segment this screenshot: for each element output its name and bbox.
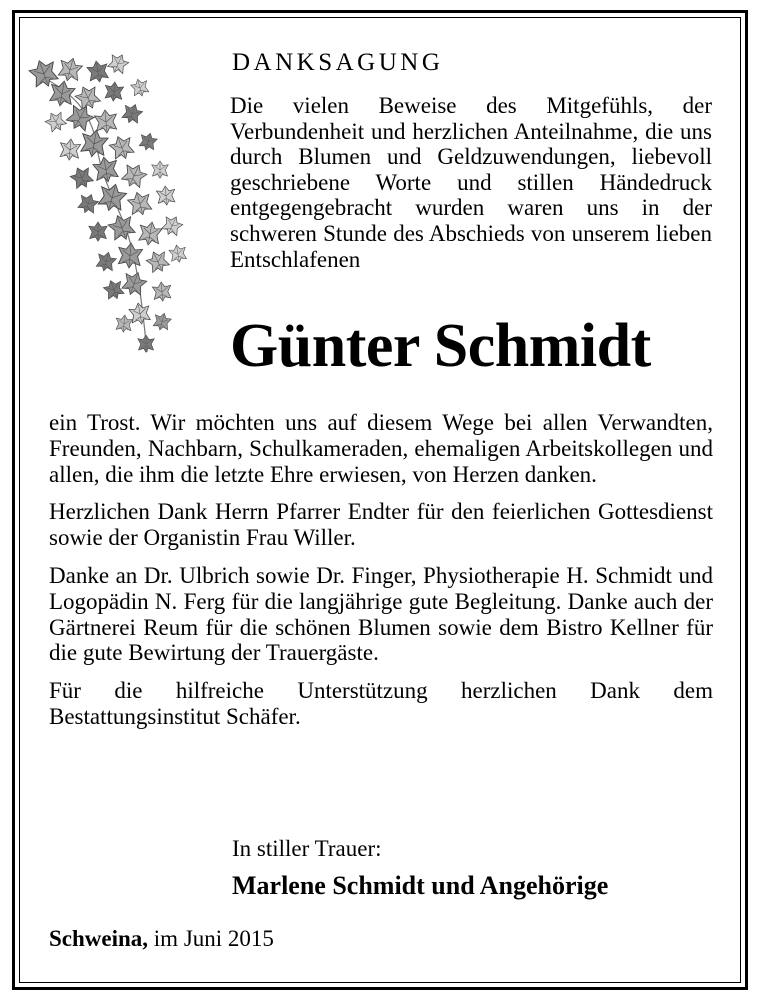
thanks-paragraph: Herzlichen Dank Herrn Pfarrer Endter für den feierlichen Gottesdienst sowie der Organistin Frau Willer. (49, 499, 713, 551)
deceased-name: Günter Schmidt (230, 312, 651, 380)
ivy-leaf (119, 160, 149, 190)
date: im Juni 2015 (153, 926, 274, 951)
ivy-leaves-icon (22, 52, 197, 362)
ivy-leaf (144, 248, 171, 276)
thanks-body (49, 410, 713, 742)
ivy-leaf (138, 131, 158, 152)
ivy-leaf (94, 109, 118, 134)
ivy-leaf (106, 212, 137, 244)
ivy-leaf (156, 185, 176, 206)
ivy-leaf (76, 191, 100, 215)
thanks-paragraph: Für die hilfreiche Unterstützung herzlichen Dank dem Bestattungsinstitut Schäfer. (49, 678, 713, 729)
ivy-leaf (43, 109, 68, 135)
ivy-leaf (79, 128, 109, 159)
ivy-leaf (117, 242, 143, 269)
ivy-leaf (108, 133, 137, 162)
ivy-leaf (138, 335, 155, 352)
ivy-leaf (152, 161, 169, 178)
ivy-leaf (59, 138, 81, 161)
ivy-leaf (168, 244, 187, 264)
ivy-leaf (68, 164, 95, 192)
ivy-leaf (106, 52, 131, 76)
ivy-leaf (120, 101, 144, 125)
thanks-paragraph: Danke an Dr. Ulbrich sowie Dr. Finger, Physiotherapie H. Schmidt und Logopädin N. Ferg für die langjährige gute Begleitung. Danke auch der Gärtnerei Reum für die schönen Blumen sowie dem Bistro Kellner für die gute Bewirtung der Trauergäste. (49, 562, 713, 666)
ivy-leaf (115, 314, 133, 333)
ivy-leaf (160, 213, 185, 238)
ivy-leaf (137, 220, 163, 246)
ivy-leaf (92, 155, 120, 184)
closing-label: In stiller Trauer: (232, 836, 382, 861)
intro-text: Die vielen Beweise des Mitgefühls, der Verbundenheit und herzlichen Anteilnahme, die uns durch Blumen und Geldzuwendungen, liebevoll geschriebene Worte und stillen Händedruck entgegengebracht wurden waren uns in der schweren Stunde des Abschieds von unserem lieben Entschlafenen (230, 93, 712, 272)
place-date (49, 925, 274, 953)
ivy-leaf (126, 190, 153, 218)
ivy-leaf (104, 81, 124, 102)
ivy-leaf (130, 77, 150, 98)
ivy-leaf (86, 59, 110, 83)
ivy-leaf (48, 79, 76, 108)
notice-heading: DANKSAGUNG (232, 49, 444, 76)
ivy-leaf (95, 250, 118, 273)
ivy-leaf (152, 281, 172, 302)
thanks-paragraph: ein Trost. Wir möchten uns auf diesem Wege bei allen Verwandten, Freunden, Nachbarn, Schulkameraden, ehemaligen Arbeitskollegen und allen, die ihm die letzte Ehre erwiesen, von Herzen danken. (49, 410, 713, 487)
ivy-leaf (57, 56, 84, 84)
place: Schweina, (49, 926, 149, 951)
ivy-leaf (96, 181, 128, 214)
ivy-leaf (102, 277, 126, 301)
ivy-leaf (89, 222, 107, 241)
ivy-leaf (128, 301, 152, 325)
mourners-names: Marlene Schmidt und Angehörige (232, 871, 609, 900)
ivy-leaf (152, 311, 172, 332)
